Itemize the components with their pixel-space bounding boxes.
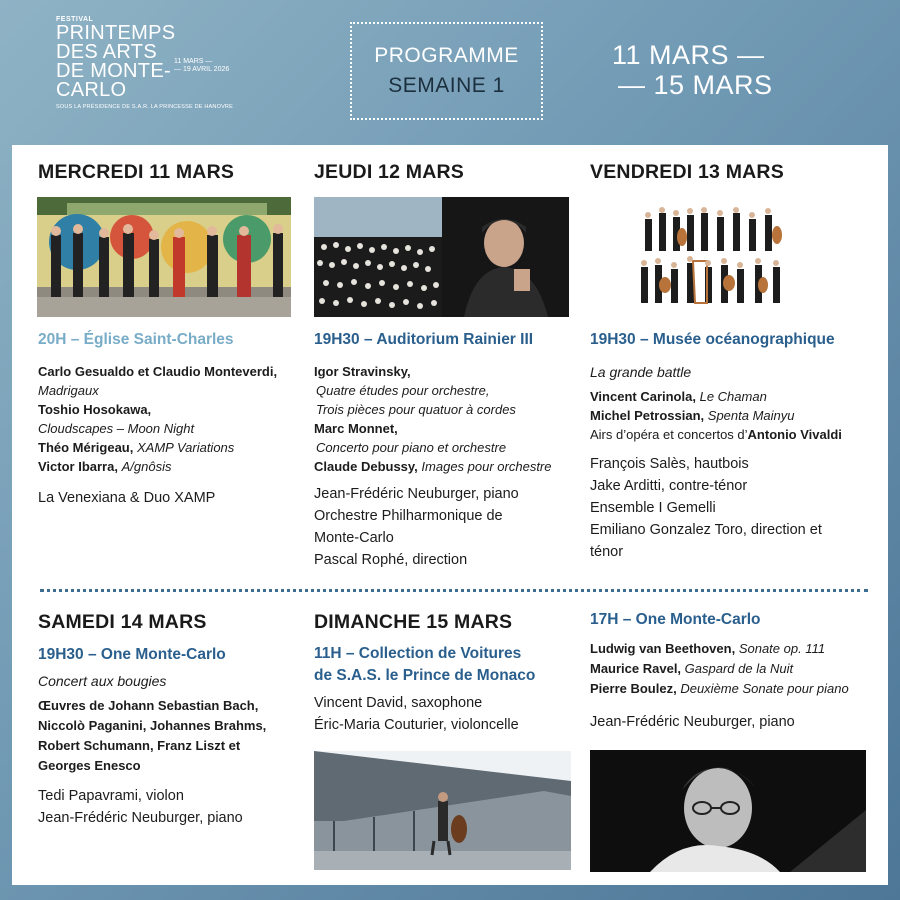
programme-title: PROGRAMME	[374, 44, 519, 67]
work-title: Concerto pour piano et orchestre	[316, 440, 507, 455]
performers	[314, 483, 584, 571]
work-title: Cloudscapes – Moon Night	[38, 421, 195, 436]
performer: Jean-Frédéric Neuburger, piano	[38, 810, 243, 826]
patronage-text: SOUS LA PRÉSIDENCE DE S.A.R. LA PRINCESSE DE HANOVRE	[56, 104, 233, 110]
performers	[38, 487, 303, 509]
work-title: Spenta Mainyu	[707, 408, 795, 423]
composers-line: Georges Enesco	[38, 758, 141, 773]
pianist-photo-sunday	[590, 750, 866, 872]
ensemble-photo-friday	[637, 205, 797, 313]
works-list	[38, 672, 308, 776]
ensemble-photo-wednesday	[37, 197, 291, 317]
venue-time: 19H30 – Auditorium Rainier III	[314, 331, 534, 348]
works-list	[590, 363, 880, 444]
composers-line: Œuvres de Johann Sebastian Bach,	[38, 698, 259, 713]
venue-time: 17H – One Monte-Carlo	[590, 611, 761, 628]
programme-box	[350, 22, 543, 120]
event-friday	[590, 161, 870, 184]
venue-time	[314, 643, 584, 687]
week-dates	[612, 40, 773, 100]
day-heading: JEUDI 12 MARS	[314, 161, 464, 183]
performer: François Salès, hautbois	[590, 456, 749, 472]
concert-subtitle: Concert aux bougies	[38, 673, 167, 689]
work-title: Images pour orchestre	[421, 459, 552, 474]
venue-line: 11H – Collection de Voitures	[314, 645, 522, 662]
concert-subtitle: La grande battle	[590, 364, 692, 380]
work-description: Airs d’opéra et concertos d’	[590, 427, 748, 442]
work-composer: Toshio Hosokawa,	[38, 402, 152, 417]
performer: Vincent David, saxophone	[314, 695, 483, 711]
work-composer: Claude Debussy,	[314, 459, 418, 474]
performer: Tedi Papavrami, violon	[38, 788, 184, 804]
performer: Ensemble I Gemelli	[590, 500, 716, 516]
performer: Monte-Carlo	[314, 530, 394, 546]
work-composer: Théo Mérigeau,	[38, 440, 134, 455]
event-thursday	[314, 161, 579, 184]
cello-photo-sunday	[314, 751, 571, 870]
performer: Jean-Frédéric Neuburger, piano	[314, 486, 519, 502]
festival-name: PRINTEMPS DES ARTS DE MONTE-CARLO	[56, 22, 176, 101]
work-composer: Ludwig van Beethoven,	[590, 641, 736, 656]
festival-dates-end: — 19 AVRIL 2026	[174, 66, 230, 73]
performer: Emiliano Gonzalez Toro, direction et	[590, 522, 822, 538]
performer: Jake Arditti, contre-ténor	[590, 478, 748, 494]
work-title: Gaspard de la Nuit	[684, 661, 794, 676]
work-title: A/gnôsis	[121, 459, 172, 474]
composers-line: Robert Schumann, Franz Liszt et	[38, 738, 241, 753]
festival-logo	[56, 16, 266, 110]
venue-time: 19H30 – One Monte-Carlo	[38, 646, 226, 663]
performer: Orchestre Philharmonique de	[314, 508, 503, 524]
venue-line: de S.A.S. le Prince de Monaco	[314, 667, 536, 684]
works-list	[38, 362, 303, 476]
festival-dates	[174, 58, 229, 74]
event-wednesday-details	[38, 331, 303, 509]
performer: Éric-Maria Couturier, violoncelle	[314, 717, 519, 733]
festival-label: FESTIVAL	[56, 16, 94, 23]
works-list	[590, 639, 880, 699]
performers	[590, 711, 880, 733]
venue-time: 19H30 – Musée océanographique	[590, 331, 835, 348]
performers	[38, 785, 308, 829]
work-composer: Victor Ibarra,	[38, 459, 118, 474]
day-heading: VENDREDI 13 MARS	[590, 161, 784, 183]
performers	[314, 692, 584, 736]
day-heading: SAMEDI 14 MARS	[38, 611, 207, 633]
work-composer: Carlo Gesualdo et Claudio Monteverdi,	[38, 364, 278, 379]
dotted-separator	[40, 589, 868, 592]
venue-time: 20H – Église Saint-Charles	[38, 331, 234, 348]
event-sunday-evening	[590, 611, 880, 733]
work-title: Sonate op. 111	[738, 641, 826, 656]
festival-dates-start: 11 MARS —	[174, 58, 213, 65]
composers-line: Niccolò Paganini, Johannes Brahms,	[38, 718, 267, 733]
event-friday-details	[590, 331, 880, 563]
day-heading: MERCREDI 11 MARS	[38, 161, 235, 183]
works-list	[314, 362, 584, 476]
work-composer: Igor Stravinsky,	[314, 364, 411, 379]
work-title: Trois pièces pour quatuor à cordes	[316, 402, 516, 417]
work-title: Madrigaux	[38, 383, 99, 398]
week-dates-end: — 15 MARS	[618, 70, 773, 100]
event-thursday-details	[314, 331, 584, 571]
work-title: Quatre études pour orchestre,	[316, 383, 490, 398]
programme-week: SEMAINE 1	[388, 74, 505, 97]
event-saturday	[38, 611, 308, 829]
performer: Pascal Rophé, direction	[314, 552, 468, 568]
performer: ténor	[590, 544, 624, 560]
work-composer: Maurice Ravel,	[590, 661, 682, 676]
programme-panel	[12, 145, 888, 885]
orchestra-photo-thursday	[314, 197, 569, 317]
event-sunday-morning	[314, 611, 584, 736]
performers	[590, 453, 880, 563]
work-composer: Michel Petrossian,	[590, 408, 705, 423]
work-composer: Vincent Carinola,	[590, 389, 696, 404]
work-title: Deuxième Sonate pour piano	[680, 681, 849, 696]
week-dates-start: 11 MARS —	[612, 40, 765, 70]
event-wednesday	[38, 161, 298, 184]
day-heading: DIMANCHE 15 MARS	[314, 611, 513, 633]
work-composer: Marc Monnet,	[314, 421, 398, 436]
performer: Jean-Frédéric Neuburger, piano	[590, 714, 795, 730]
work-title: XAMP Variations	[136, 440, 235, 455]
work-composer: Pierre Boulez,	[590, 681, 677, 696]
work-title: Le Chaman	[699, 389, 767, 404]
performer: La Venexiana & Duo XAMP	[38, 490, 216, 506]
work-composer: Antonio Vivaldi	[747, 427, 842, 442]
